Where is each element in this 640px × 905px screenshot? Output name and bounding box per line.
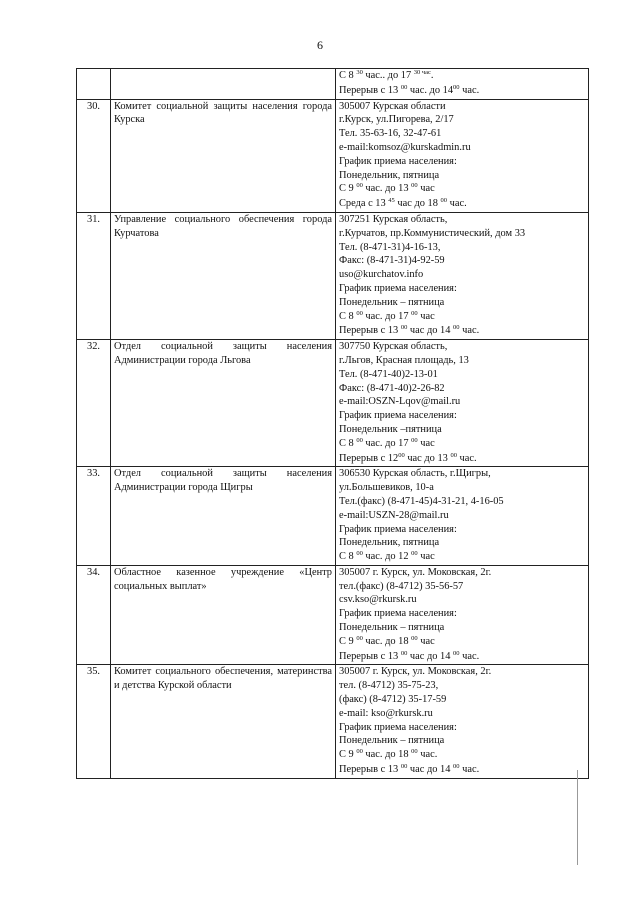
contact-line	[339, 197, 585, 212]
contact-line	[339, 580, 585, 594]
contact-text: час. до 18	[362, 635, 412, 647]
contact-line	[339, 395, 585, 409]
table-row-continued	[77, 69, 589, 100]
contact-text: час. до 17	[362, 310, 412, 322]
organization-name: Комитет социальной защиты населения города Курска	[111, 99, 336, 212]
contact-line	[339, 340, 585, 354]
contact-line	[339, 354, 585, 368]
table-row	[77, 565, 589, 665]
time-superscript: 00	[440, 197, 448, 205]
contact-text: час до 18	[394, 198, 441, 210]
contact-line	[339, 100, 585, 114]
contact-text: г.Курск, ул.Пигорева, 2/17	[339, 114, 454, 126]
table-row	[77, 665, 589, 778]
contact-line	[339, 621, 585, 635]
contact-line	[339, 227, 585, 241]
contact-text: e-mail: kso@rkursk.ru	[339, 707, 433, 719]
contact-text: С 9	[339, 749, 357, 761]
contact-text: С 9	[339, 183, 357, 195]
time-superscript: 00	[411, 182, 418, 190]
time-superscript: 00	[400, 324, 408, 332]
contact-text: 305007 г. Курск, ул. Моковская, 2г.	[339, 566, 492, 578]
contact-line	[339, 509, 585, 523]
time-superscript: 00	[400, 83, 408, 91]
contacts-table	[76, 68, 589, 779]
contact-text: Перерыв с 13	[339, 764, 401, 776]
time-superscript: 00	[453, 763, 460, 771]
contact-line	[339, 763, 585, 778]
contact-text: час. до 18	[362, 749, 412, 761]
contact-line	[339, 382, 585, 396]
organization-name: Отдел социальной защиты населения Администрации города Льгова	[111, 340, 336, 467]
contact-text: csv.kso@rkursk.ru	[339, 594, 417, 606]
contact-info	[336, 212, 589, 339]
time-superscript: 45	[388, 197, 395, 205]
contact-text: Тел. (8-471-31)4-16-13,	[339, 241, 441, 253]
time-superscript: 00	[400, 763, 408, 771]
contact-line	[339, 452, 585, 467]
contact-text: 307750 Курская область,	[339, 341, 448, 353]
contact-text: час до 13	[404, 452, 451, 464]
contact-text: час.	[459, 650, 480, 662]
row-number: 31.	[77, 212, 111, 339]
contact-text: г.Курчатов, пр.Коммунистический, дом 33	[339, 227, 526, 239]
contact-text: График приема населения:	[339, 410, 457, 422]
contact-text: Понедельник –пятница	[339, 423, 442, 435]
contact-line	[339, 423, 585, 437]
contact-info	[336, 467, 589, 566]
organization-name: Отдел социальной защиты населения Администрации города Щигры	[111, 467, 336, 566]
contact-text: тел. (8-4712) 35-75-23,	[339, 680, 439, 692]
contact-text: Перерыв с 13	[339, 650, 401, 662]
contact-text: График приема населения:	[339, 721, 457, 733]
contact-text: час.	[456, 452, 477, 464]
time-superscript: 00	[356, 634, 363, 642]
contact-line	[339, 707, 585, 721]
contact-text: час до 14	[407, 764, 454, 776]
contact-text: График приема населения:	[339, 523, 457, 535]
row-number: 35.	[77, 665, 111, 778]
time-superscript: 00	[356, 182, 363, 190]
contact-text: г.Льгов, Красная площадь, 13	[339, 354, 469, 366]
contact-text: С 8	[339, 437, 357, 449]
contact-text: 305007 г. Курск, ул. Моковская, 2г.	[339, 666, 492, 678]
row-number: 34.	[77, 565, 111, 665]
contact-line	[339, 437, 585, 452]
contact-info	[336, 565, 589, 665]
contact-line	[339, 536, 585, 550]
contact-text: С 8	[339, 70, 357, 81]
contact-line	[339, 254, 585, 268]
table-row	[77, 467, 589, 566]
contact-text: Понедельник, пятница	[339, 169, 440, 181]
contact-line	[339, 693, 585, 707]
contact-line	[339, 550, 585, 565]
contact-text: ул.Большевиков, 10-а	[339, 482, 434, 494]
contact-text: С 8	[339, 551, 357, 563]
contact-line	[339, 310, 585, 325]
contact-line	[339, 523, 585, 537]
page-number: 6	[317, 38, 323, 52]
contact-line	[339, 282, 585, 296]
row-number	[77, 69, 111, 100]
contact-text: час.	[459, 764, 480, 776]
contact-info	[336, 69, 589, 100]
contact-text: час.	[417, 749, 438, 761]
time-superscript: 00	[411, 748, 418, 756]
contact-text: С 9	[339, 635, 357, 647]
contact-line	[339, 748, 585, 763]
contact-text: С 8	[339, 310, 357, 322]
contact-line	[339, 127, 585, 141]
contact-line	[339, 650, 585, 665]
contact-line	[339, 84, 585, 99]
contact-text: час. до 12	[362, 551, 412, 563]
contact-line	[339, 324, 585, 339]
time-superscript: 00	[400, 649, 408, 657]
time-superscript: 00	[411, 436, 418, 444]
contact-text: Понедельник – пятница	[339, 622, 445, 634]
contact-text: Понедельник, пятница	[339, 537, 440, 549]
contact-text: e-mail:USZN-28@mail.ru	[339, 509, 449, 521]
time-superscript: 00	[411, 634, 418, 642]
contact-text: Среда с 13	[339, 198, 389, 210]
contact-line	[339, 635, 585, 650]
contact-text: График приема населения:	[339, 155, 457, 167]
contact-text: час.	[447, 198, 467, 210]
contact-text: час.	[459, 325, 480, 337]
contact-text: График приема населения:	[339, 608, 457, 620]
contact-text: Тел. 35-63-16, 32-47-61	[339, 128, 442, 140]
contact-text: час до 14	[407, 325, 454, 337]
contact-text: час.	[459, 84, 480, 96]
time-superscript: 30	[356, 69, 363, 76]
table-row	[77, 340, 589, 467]
row-number: 32.	[77, 340, 111, 467]
contact-text: час	[417, 183, 435, 195]
contact-text: 305007 Курская области	[339, 100, 446, 112]
contact-line	[339, 495, 585, 509]
contact-info	[336, 99, 589, 212]
contact-text: Тел. (8-471-40)2-13-01	[339, 368, 438, 380]
contact-text: Факс: (8-471-40)2-26-82	[339, 382, 445, 394]
contact-line	[339, 169, 585, 183]
organization-name: Комитет социального обеспечения, материнства и детства Курской области	[111, 665, 336, 778]
contact-text: Перерыв с 13	[339, 84, 401, 96]
contact-text: 307251 Курская область,	[339, 213, 448, 225]
contact-text: Перерыв с 12	[339, 452, 399, 464]
contact-line	[339, 607, 585, 621]
contact-line	[339, 593, 585, 607]
contact-text: Понедельник – пятница	[339, 296, 445, 308]
contact-text: uso@kurchatov.info	[339, 269, 424, 281]
contact-line	[339, 113, 585, 127]
time-superscript: 00	[453, 324, 460, 332]
contact-info	[336, 340, 589, 467]
contact-line	[339, 368, 585, 382]
contact-line	[339, 241, 585, 255]
contact-line	[339, 296, 585, 310]
table-row	[77, 99, 589, 212]
row-number: 33.	[77, 467, 111, 566]
time-superscript: 00	[453, 649, 460, 657]
time-superscript: 00	[356, 309, 363, 317]
contact-text: Перерыв с 13	[339, 325, 401, 337]
contact-line	[339, 721, 585, 735]
contact-line	[339, 734, 585, 748]
time-superscript: 30 час	[413, 69, 431, 76]
contact-text: Тел.(факс) (8-471-45)4-31-21, 4-16-05	[339, 495, 504, 507]
contact-text: e-mail:OSZN-Lqov@mail.ru	[339, 396, 461, 408]
table-row	[77, 212, 589, 339]
contact-line	[339, 665, 585, 679]
contact-text: час	[417, 310, 435, 322]
contact-line	[339, 69, 585, 84]
time-superscript: 00	[398, 451, 405, 459]
organization-name: Областное казенное учреждение «Центр социальных выплат»	[111, 565, 336, 665]
contact-text: час	[417, 551, 435, 563]
contact-line	[339, 467, 585, 481]
row-number: 30.	[77, 99, 111, 212]
contact-line	[339, 155, 585, 169]
contact-text: График приема населения:	[339, 282, 457, 294]
time-superscript: 00	[453, 83, 460, 91]
contact-line	[339, 679, 585, 693]
contact-text: Факс: (8-471-31)4-92-59	[339, 255, 445, 267]
time-superscript: 00	[450, 451, 457, 459]
time-superscript: 00	[356, 550, 363, 558]
contact-line	[339, 213, 585, 227]
contact-line	[339, 481, 585, 495]
contact-text: (факс) (8-4712) 35-17-59	[339, 694, 447, 706]
contact-line	[339, 141, 585, 155]
contact-info	[336, 665, 589, 778]
organization-name	[111, 69, 336, 100]
margin-mark	[577, 770, 578, 865]
contact-text: час.. до 17	[362, 70, 414, 81]
organization-name: Управление социального обеспечения города Курчатова	[111, 212, 336, 339]
contact-text: час	[417, 635, 435, 647]
contact-text: час. до 13	[362, 183, 412, 195]
contact-text: час до 14	[407, 650, 454, 662]
contact-text: 306530 Курская область, г.Щигры,	[339, 468, 491, 480]
contact-text: час. до 14	[407, 84, 454, 96]
contact-text: тел.(факс) (8-4712) 35-56-57	[339, 580, 464, 592]
contact-text: час	[417, 437, 435, 449]
contact-line	[339, 182, 585, 197]
contact-line	[339, 566, 585, 580]
contact-text: Понедельник – пятница	[339, 735, 445, 747]
time-superscript: 00	[411, 550, 418, 558]
time-superscript: 00	[356, 436, 363, 444]
contact-text: час. до 17	[362, 437, 412, 449]
time-superscript: 00	[411, 309, 418, 317]
time-superscript: 00	[356, 748, 363, 756]
contact-line	[339, 268, 585, 282]
contact-line	[339, 409, 585, 423]
contact-text: e-mail:komsoz@kurskadmin.ru	[339, 141, 471, 153]
contact-text: .	[430, 70, 434, 81]
